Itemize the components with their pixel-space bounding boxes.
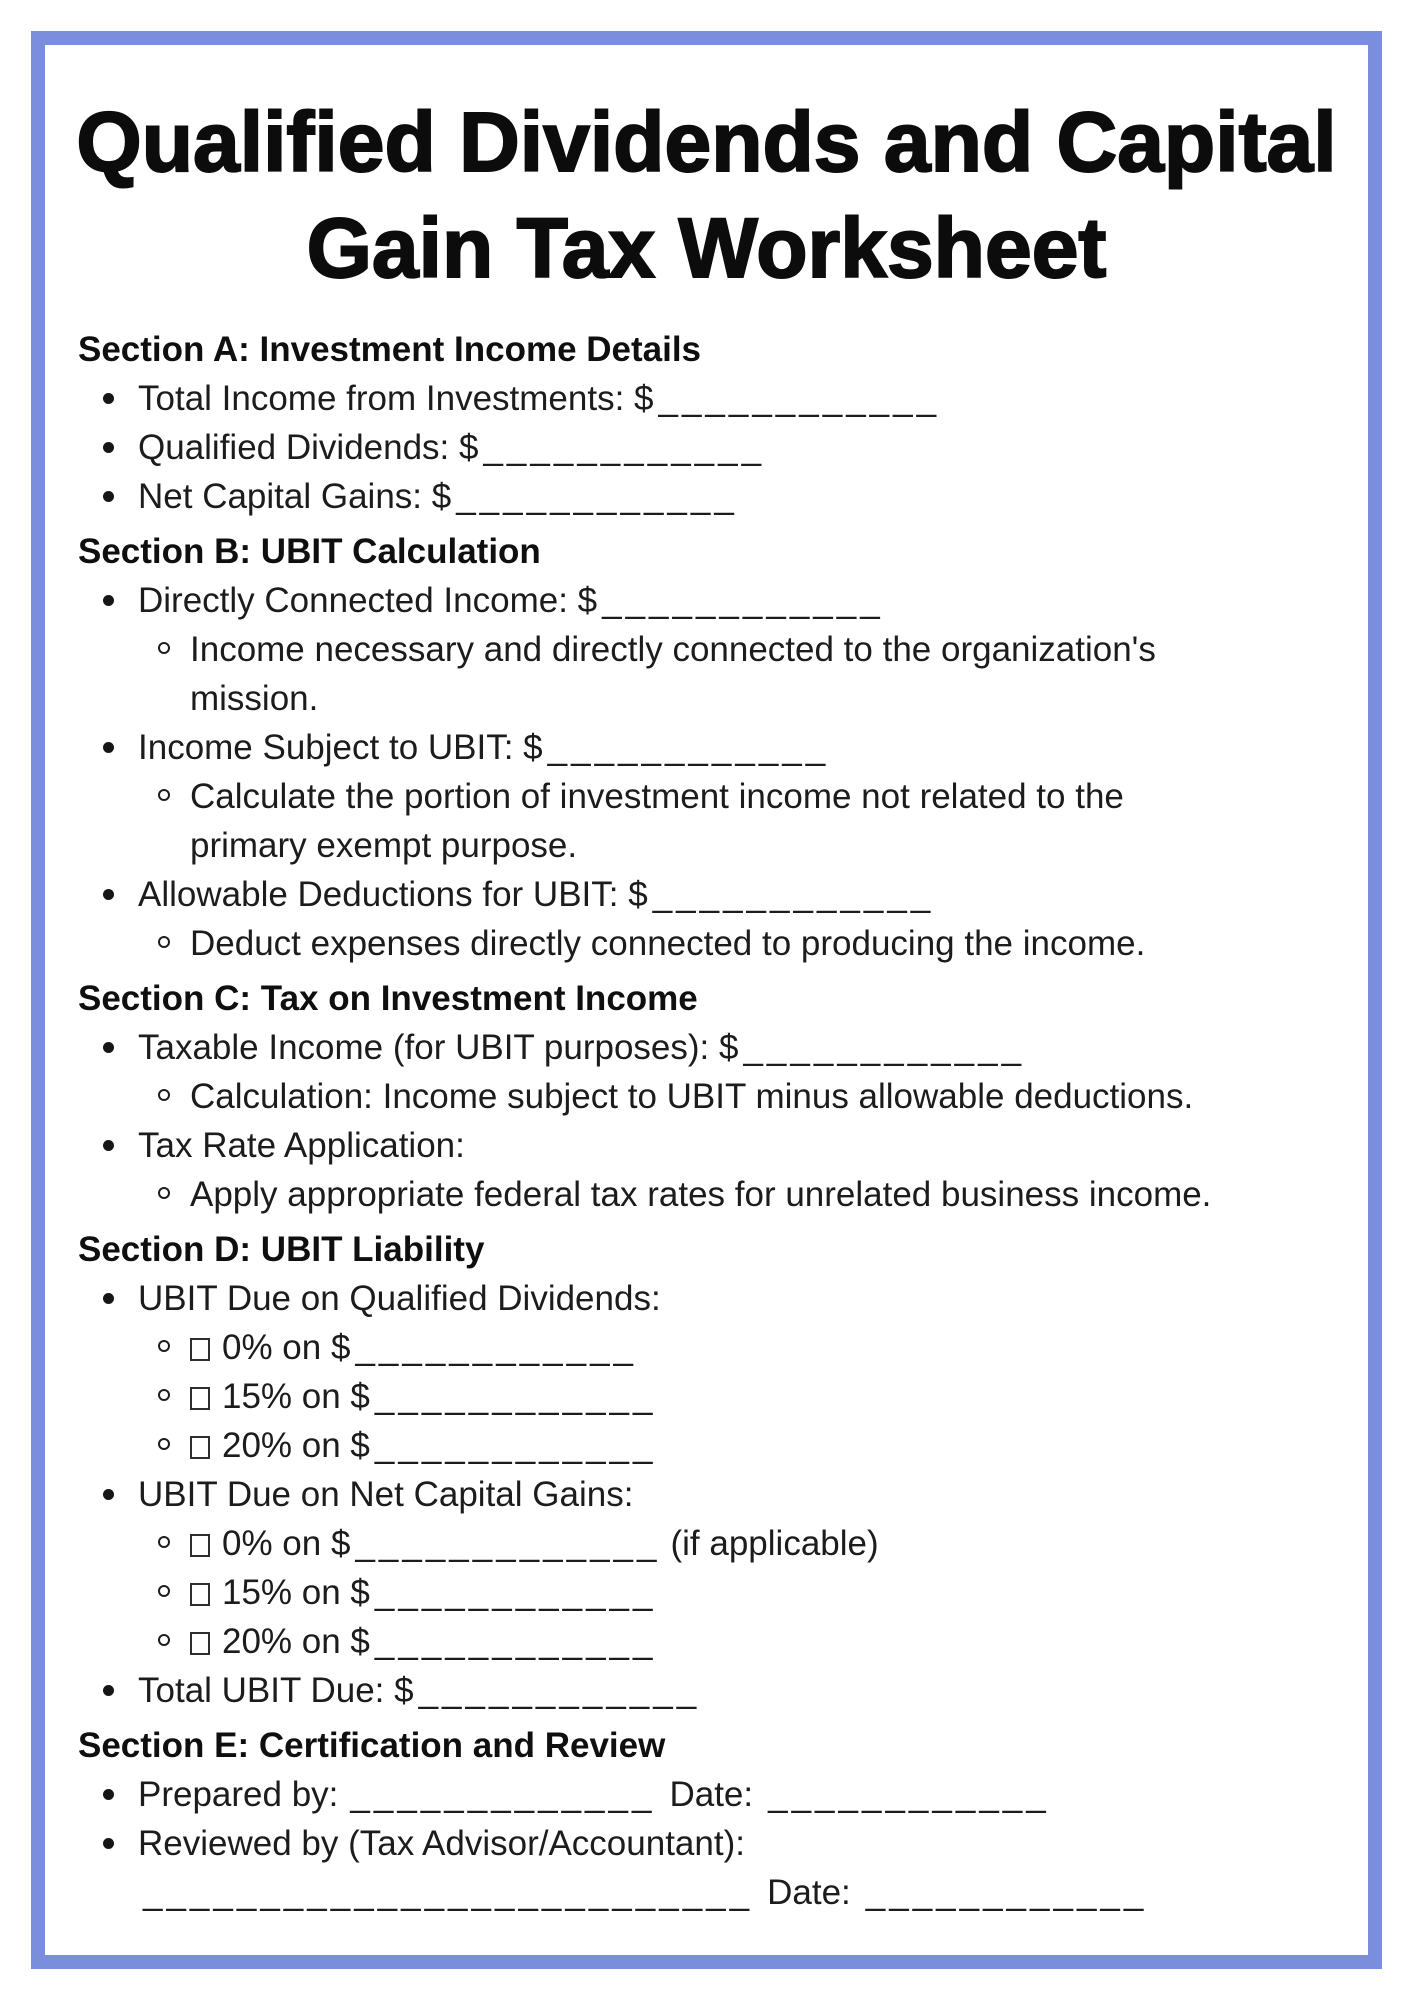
item-ubit-due-net-capital-gains	[78, 1470, 1350, 1519]
page-title-line-1: Qualified Dividends and Capital	[76, 95, 1337, 189]
bullet-icon	[103, 1789, 114, 1800]
rate-option-dividends-15pct	[78, 1372, 1350, 1421]
rate-label: 0% on $	[222, 1328, 351, 1367]
item-label: Allowable Deductions for UBIT: $	[138, 875, 648, 914]
item-label: Taxable Income (for UBIT purposes): $	[138, 1028, 739, 1067]
bullet-icon	[103, 595, 114, 606]
note-text: Calculation: Income subject to UBIT minus allowable deductions.	[190, 1077, 1194, 1116]
rate-label: 15% on $	[222, 1377, 370, 1416]
rate-label: 0% on $	[222, 1524, 351, 1563]
circle-bullet-icon	[158, 642, 170, 654]
circle-bullet-icon	[158, 1536, 170, 1548]
note-line-continuation	[78, 674, 1350, 723]
bullet-icon	[103, 491, 114, 502]
fill-in-blank[interactable]: ____________	[355, 1328, 638, 1367]
fill-in-blank[interactable]: ____________	[374, 1426, 657, 1465]
bullet-icon	[103, 1685, 114, 1696]
preparer-name-blank[interactable]: _____________	[350, 1775, 656, 1814]
page-title	[45, 89, 1368, 301]
bullet-icon	[103, 393, 114, 404]
reviewed-by-continuation	[78, 1868, 1350, 1917]
note-line	[78, 772, 1350, 821]
note-text: Apply appropriate federal tax rates for unrelated business income.	[190, 1175, 1212, 1214]
item-reviewed-by	[78, 1819, 1350, 1868]
fill-in-blank[interactable]: ____________	[743, 1028, 1026, 1067]
circle-bullet-icon	[158, 1389, 170, 1401]
item-label: Prepared by:	[138, 1775, 339, 1814]
rate-checkbox[interactable]	[190, 1632, 210, 1655]
circle-bullet-icon	[158, 1585, 170, 1597]
item-label: Qualified Dividends: $	[138, 428, 479, 467]
bullet-icon	[103, 1042, 114, 1053]
section-c-heading: Section C: Tax on Investment Income	[78, 979, 698, 1018]
fill-in-blank[interactable]: ____________	[658, 379, 941, 418]
circle-bullet-icon	[158, 1187, 170, 1199]
item-net-capital-gains	[78, 472, 1350, 521]
reviewed-date-blank[interactable]: ____________	[865, 1873, 1148, 1912]
rate-option-gains-20pct	[78, 1617, 1350, 1666]
rate-checkbox[interactable]	[190, 1387, 210, 1410]
item-total-income	[78, 374, 1350, 423]
rate-option-dividends-20pct	[78, 1421, 1350, 1470]
item-taxable-income	[78, 1023, 1350, 1072]
item-label: Directly Connected Income: $	[138, 581, 598, 620]
note-line	[78, 1170, 1350, 1219]
item-prepared-by	[78, 1770, 1350, 1819]
rate-label: 15% on $	[222, 1573, 370, 1612]
note-text: Income necessary and directly connected to the organization's	[190, 630, 1156, 669]
item-tax-rate-application	[78, 1121, 1350, 1170]
fill-in-blank[interactable]: ____________	[374, 1573, 657, 1612]
section-b-heading: Section B: UBIT Calculation	[78, 532, 541, 571]
rate-checkbox[interactable]	[190, 1534, 210, 1557]
item-label: Reviewed by (Tax Advisor/Accountant):	[138, 1824, 745, 1863]
rate-option-dividends-0pct	[78, 1323, 1350, 1372]
bullet-icon	[103, 889, 114, 900]
note-text: Deduct expenses directly connected to producing the income.	[190, 924, 1146, 963]
item-label: Income Subject to UBIT: $	[138, 728, 543, 767]
item-label: Total UBIT Due: $	[138, 1671, 414, 1710]
section-e-heading: Section E: Certification and Review	[78, 1726, 666, 1765]
bullet-icon	[103, 1140, 114, 1151]
circle-bullet-icon	[158, 1089, 170, 1101]
rate-suffix: (if applicable)	[670, 1524, 879, 1563]
reviewer-name-blank[interactable]: __________________________	[143, 1873, 754, 1912]
fill-in-blank[interactable]: ____________	[483, 428, 766, 467]
date-label: Date:	[767, 1873, 851, 1912]
fill-in-blank[interactable]: ____________	[374, 1622, 657, 1661]
worksheet-page	[31, 31, 1382, 1969]
rate-label: 20% on $	[222, 1622, 370, 1661]
bullet-icon	[103, 1489, 114, 1500]
rate-option-gains-15pct	[78, 1568, 1350, 1617]
note-line	[78, 919, 1350, 968]
bullet-icon	[103, 442, 114, 453]
item-label: UBIT Due on Qualified Dividends:	[138, 1279, 661, 1318]
item-directly-connected-income	[78, 576, 1350, 625]
fill-in-blank[interactable]: ____________	[374, 1377, 657, 1416]
note-text: mission.	[190, 679, 319, 718]
fill-in-blank[interactable]: _____________	[355, 1524, 661, 1563]
note-text: Calculate the portion of investment income not related to the	[190, 777, 1124, 816]
prepared-date-blank[interactable]: ____________	[768, 1775, 1050, 1814]
item-allowable-deductions	[78, 870, 1350, 919]
item-qualified-dividends	[78, 423, 1350, 472]
rate-checkbox[interactable]	[190, 1583, 210, 1606]
circle-bullet-icon	[158, 789, 170, 801]
circle-bullet-icon	[158, 936, 170, 948]
note-line-continuation	[78, 821, 1350, 870]
bullet-icon	[103, 1838, 114, 1849]
rate-label: 20% on $	[222, 1426, 370, 1465]
bullet-icon	[103, 742, 114, 753]
item-label: Total Income from Investments: $	[138, 379, 654, 418]
fill-in-blank[interactable]: ____________	[602, 581, 884, 620]
note-line	[78, 625, 1350, 674]
note-text: primary exempt purpose.	[190, 826, 578, 865]
rate-checkbox[interactable]	[190, 1436, 210, 1459]
item-total-ubit-due	[78, 1666, 1350, 1715]
circle-bullet-icon	[158, 1634, 170, 1646]
fill-in-blank[interactable]: ____________	[456, 477, 738, 516]
section-a-heading: Section A: Investment Income Details	[78, 330, 702, 369]
circle-bullet-icon	[158, 1438, 170, 1450]
date-label: Date:	[669, 1775, 754, 1814]
item-income-subject-to-ubit	[78, 723, 1350, 772]
note-line	[78, 1072, 1350, 1121]
worksheet-body	[45, 325, 1368, 1917]
fill-in-blank[interactable]: ____________	[547, 728, 830, 767]
fill-in-blank[interactable]: ____________	[652, 875, 935, 914]
item-label: Net Capital Gains: $	[138, 477, 452, 516]
item-label: UBIT Due on Net Capital Gains:	[138, 1475, 634, 1514]
fill-in-blank[interactable]: ____________	[418, 1671, 701, 1710]
circle-bullet-icon	[158, 1340, 170, 1352]
rate-checkbox[interactable]	[190, 1338, 210, 1361]
section-d-heading: Section D: UBIT Liability	[78, 1230, 485, 1269]
item-ubit-due-qualified-dividends	[78, 1274, 1350, 1323]
rate-option-gains-0pct	[78, 1519, 1350, 1568]
page-title-line-2: Gain Tax Worksheet	[306, 201, 1107, 295]
bullet-icon	[103, 1293, 114, 1304]
item-label: Tax Rate Application:	[138, 1126, 465, 1165]
